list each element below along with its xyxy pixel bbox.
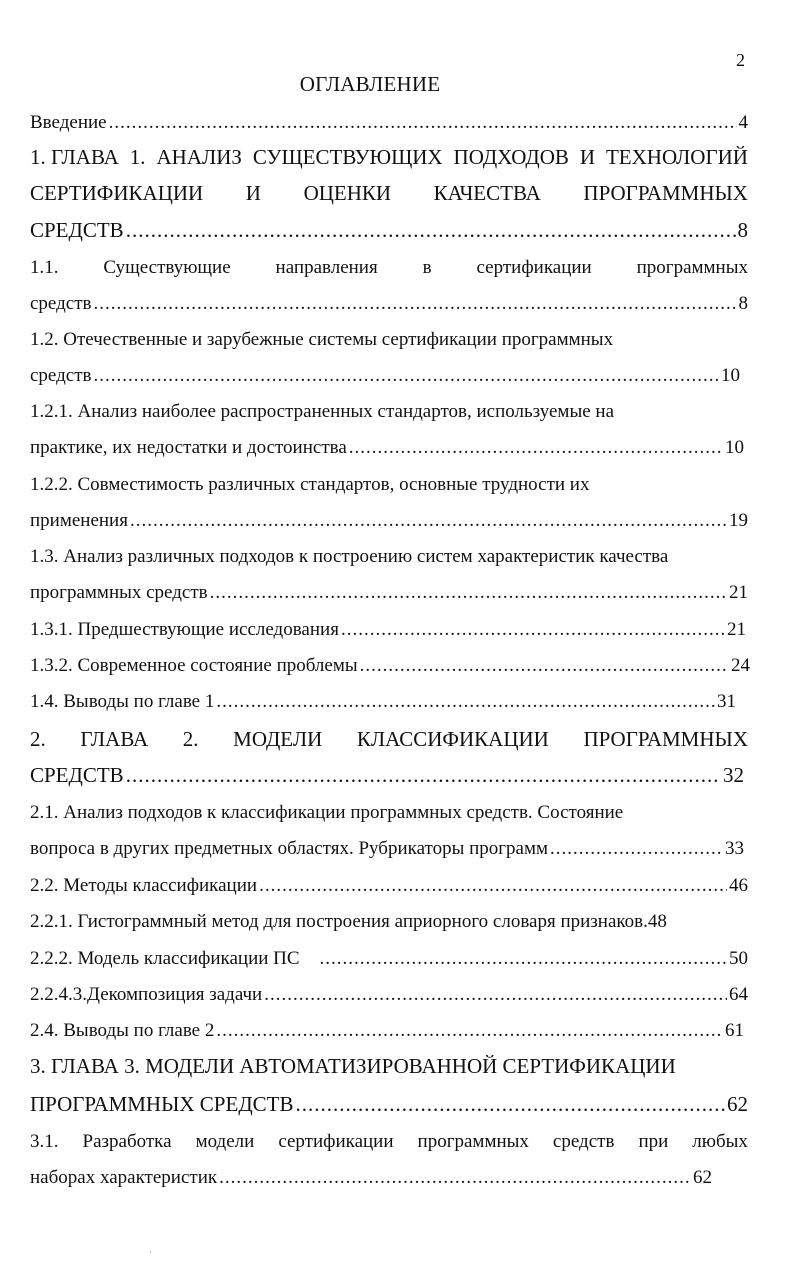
- toc-page-number: 8: [738, 293, 748, 314]
- toc-entry-label: применения: [30, 510, 128, 531]
- toc-leader-dots: [126, 220, 736, 240]
- toc-entry-label: СРЕДСТВ: [30, 218, 124, 242]
- toc-word: сертификации: [278, 1131, 394, 1152]
- toc-leader-dots: [259, 876, 727, 896]
- toc-entry-2-2[interactable]: [30, 876, 748, 896]
- toc-line: [30, 330, 748, 350]
- toc-entry-1-2-end[interactable]: [30, 366, 748, 386]
- toc-leader-dots: [295, 1094, 725, 1114]
- toc-entry-label: 2.2.4.3.Декомпозиция задачи: [30, 984, 263, 1005]
- toc-entry-2-1-end[interactable]: [30, 839, 748, 859]
- toc-entry-chapter-1[interactable]: [30, 147, 748, 167]
- toc-entry-2-2-4-3[interactable]: [30, 985, 748, 1005]
- toc-leader-dots: [94, 294, 737, 314]
- toc-word: при: [638, 1131, 669, 1152]
- toc-word: 2.: [182, 727, 199, 751]
- toc-leader-dots: [210, 583, 727, 603]
- toc-word: СЕРТИФИКАЦИИ: [30, 181, 204, 205]
- toc-page-number: 32: [723, 763, 744, 787]
- toc-page-number: 31: [717, 691, 736, 712]
- toc-leader-dots: [130, 511, 727, 531]
- toc-word: КАЧЕСТВА: [433, 181, 541, 205]
- toc-page-number: 10: [721, 365, 740, 386]
- toc-entry-label: 1.3.1. Предшествующие исследования: [30, 619, 339, 640]
- toc-line: [30, 475, 748, 495]
- toc-entry-1-3-end[interactable]: [30, 583, 748, 603]
- toc-leader-dots: [360, 656, 729, 676]
- toc-entry-3-1-end[interactable]: [30, 1168, 748, 1188]
- toc-entry-chapter-2[interactable]: [30, 729, 748, 749]
- toc-page-number: 21: [729, 582, 748, 603]
- toc-word: 2.: [30, 727, 46, 751]
- toc-line: [30, 402, 748, 422]
- toc-entry-chapter-3[interactable]: [30, 1056, 748, 1076]
- toc-entry-1-2[interactable]: [30, 330, 748, 350]
- toc-entry-2-2-2[interactable]: [30, 949, 748, 969]
- toc-entry-label: ПРОГРАММНЫХ СРЕДСТВ: [30, 1092, 294, 1116]
- toc-entry-label: 1.3.2. Современное состояние проблемы: [30, 655, 358, 676]
- toc-line: [30, 547, 748, 567]
- toc-entry-label: программных средств: [30, 582, 208, 603]
- toc-leader-dots: [320, 949, 727, 969]
- toc-word: в: [422, 257, 432, 278]
- toc-entry-1-3[interactable]: [30, 547, 748, 567]
- toc-entry-label: 2.2.2. Модель классификации ПС: [30, 948, 300, 969]
- toc-leader-dots: [216, 1021, 723, 1041]
- toc-entry-label: средств: [30, 365, 92, 386]
- toc-word: ПРОГРАММНЫХ: [583, 727, 748, 751]
- toc-entry-label: средств: [30, 293, 92, 314]
- toc-entry-2-4[interactable]: [30, 1021, 748, 1041]
- toc-page-number: 50: [729, 948, 748, 969]
- toc-entry-2-1[interactable]: [30, 803, 748, 823]
- toc-word: средств: [552, 1131, 615, 1152]
- toc-entry-1-4[interactable]: [30, 692, 748, 712]
- toc-leader-dots: [264, 985, 727, 1005]
- toc-word: Разработка: [82, 1131, 172, 1152]
- toc-leader-dots: [126, 765, 721, 785]
- toc-entry-label: Введение: [30, 112, 107, 133]
- toc-word: программных: [417, 1131, 529, 1152]
- toc-leader-dots: [550, 839, 723, 859]
- toc-word: И: [245, 181, 261, 205]
- toc-line: [30, 1132, 748, 1152]
- toc-page-number: 62: [727, 1092, 748, 1116]
- toc-leader-dots: [216, 692, 715, 712]
- toc-page-number: 64: [729, 984, 748, 1005]
- toc-entry-chapter-1-end[interactable]: [30, 220, 748, 240]
- toc-entry-label: 1.2.1. Анализ наиболее распространенных стандартов, используемые на: [30, 401, 615, 422]
- toc-entry-label: 2.2.1. Гистограммный метод для построения априорного словаря признаков.48: [30, 911, 667, 932]
- toc-entry-chapter-2-end[interactable]: [30, 765, 748, 785]
- toc-word: модели: [195, 1131, 255, 1152]
- toc-word: ПРОГРАММНЫХ: [583, 181, 748, 205]
- toc-entry-label: 1.2. Отечественные и зарубежные системы сертификации программных: [30, 329, 614, 350]
- toc-page-number: 4: [738, 112, 748, 133]
- toc-line: [30, 183, 748, 203]
- toc-entry-label: 1.4. Выводы по главе 1: [30, 691, 215, 712]
- toc-entry-3-1[interactable]: [30, 1132, 748, 1152]
- toc-page-number: 24: [731, 655, 750, 676]
- toc-word: КЛАССИФИКАЦИИ: [356, 727, 549, 751]
- toc-entry-label: вопроса в других предметных областях. Рубрикаторы программ: [30, 838, 549, 859]
- toc-page-number: 10: [725, 437, 744, 458]
- toc-entry-1-2-2[interactable]: [30, 475, 748, 495]
- toc-line: [30, 258, 748, 278]
- toc-page-number: 46: [729, 875, 748, 896]
- toc-entry-label: СРЕДСТВ: [30, 763, 124, 787]
- toc-entry-1-2-1-end[interactable]: [30, 438, 748, 458]
- toc-entry-chapter-3-end[interactable]: [30, 1094, 748, 1114]
- toc-word: любых: [692, 1131, 748, 1152]
- toc-leader-dots: [341, 620, 725, 640]
- toc-entry-label: 1.2.2. Совместимость различных стандартов, основные трудности их: [30, 474, 590, 495]
- page-number: 2: [736, 50, 745, 70]
- toc-word: ОЦЕНКИ: [303, 181, 392, 205]
- toc-word: ГЛАВА: [80, 727, 149, 751]
- toc-title: ОГЛАВЛЕНИЕ: [299, 72, 441, 96]
- toc-word: Существующие: [103, 257, 231, 278]
- toc-word: И: [579, 145, 595, 169]
- toc-entry-1-3-2[interactable]: [30, 656, 748, 676]
- toc-word: направления: [275, 257, 378, 278]
- toc-word: программных: [636, 257, 748, 278]
- toc-word: МОДЕЛИ: [233, 727, 323, 751]
- toc-entry-1-2-2-end[interactable]: [30, 511, 748, 531]
- toc-entry-1-1[interactable]: [30, 258, 748, 278]
- toc-page-number: 21: [727, 619, 746, 640]
- toc-line: [30, 729, 748, 749]
- toc-word: сертификации: [476, 257, 592, 278]
- toc-entry-1-1-end[interactable]: [30, 294, 748, 314]
- toc-word: 3.1.: [30, 1131, 59, 1152]
- toc-entry-2-2-1[interactable]: [30, 912, 748, 932]
- toc-page-number: 19: [729, 510, 748, 531]
- toc-entry-chapter-1-cont[interactable]: [30, 183, 748, 203]
- toc-leader-dots: [349, 438, 723, 458]
- toc-word: 1. ГЛАВА: [30, 145, 119, 169]
- toc-word: 1.: [129, 145, 146, 169]
- toc-word: ТЕХНОЛОГИЙ: [605, 145, 748, 169]
- toc-word: 1.1.: [30, 257, 59, 278]
- toc-entry-label: 1.3. Анализ различных подходов к построению систем характеристик качества: [30, 546, 669, 567]
- toc-word: АНАЛИЗ: [156, 145, 242, 169]
- toc-entry-label: практике, их недостатки и достоинства: [30, 437, 347, 458]
- toc-entry-1-3-1[interactable]: [30, 620, 748, 640]
- toc-entry-label: наборах характеристик: [30, 1167, 218, 1188]
- toc-entry-label: 2.1. Анализ подходов к классификации программных средств. Состояние: [30, 802, 624, 823]
- toc-entry-introduction[interactable]: [30, 113, 748, 133]
- toc-line: [30, 912, 748, 932]
- toc-entry-1-2-1[interactable]: [30, 402, 748, 422]
- toc-entry-label: 2.2. Методы классификации: [30, 875, 258, 896]
- scan-speck: [150, 1250, 151, 1253]
- toc-entry-label: 2.4. Выводы по главе 2: [30, 1020, 215, 1041]
- toc-word: СУЩЕСТВУЮЩИХ: [252, 145, 443, 169]
- toc-page-number: 62: [693, 1167, 712, 1188]
- toc-page-number: 33: [725, 838, 744, 859]
- toc-line: [30, 1056, 748, 1076]
- toc-page-number: 8: [737, 218, 748, 242]
- toc-leader-dots: [94, 366, 720, 386]
- toc-word: ПОДХОДОВ: [453, 145, 569, 169]
- toc-line: [30, 803, 748, 823]
- toc-line: [30, 147, 748, 167]
- toc-entry-label: 3. ГЛАВА 3. МОДЕЛИ АВТОМАТИЗИРОВАННОЙ СЕРТИФИКАЦИИ: [30, 1054, 676, 1078]
- toc-leader-dots: [219, 1168, 691, 1188]
- toc-page-number: 61: [725, 1020, 744, 1041]
- toc-leader-dots: [109, 113, 737, 133]
